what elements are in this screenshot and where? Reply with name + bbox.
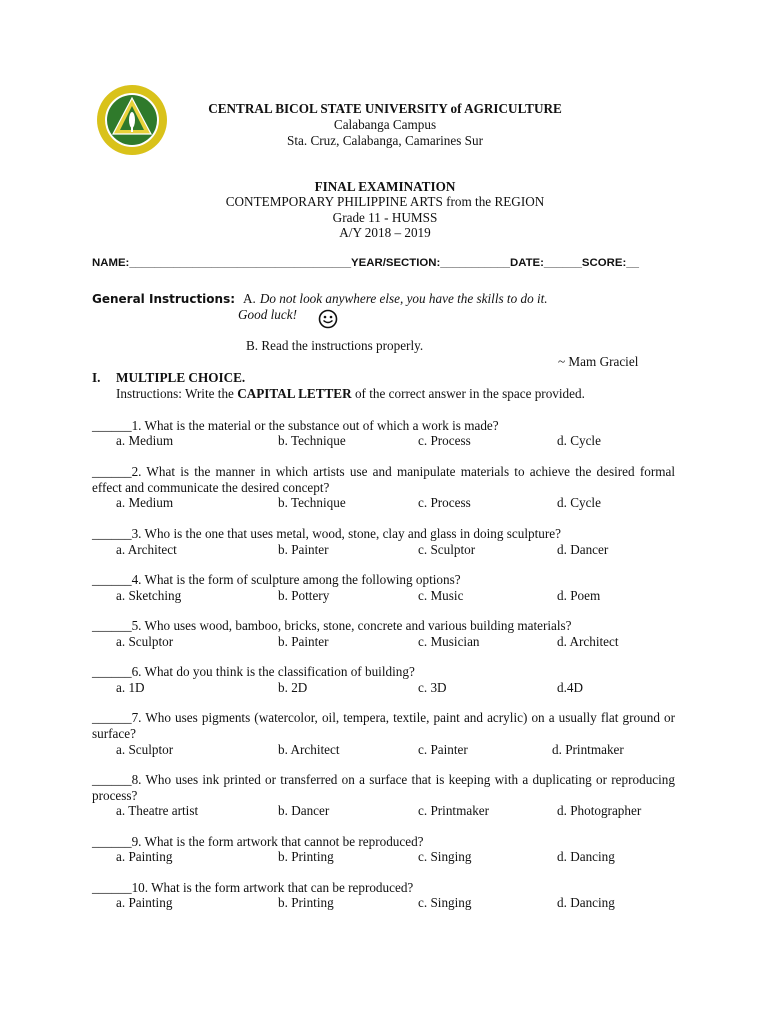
question-6-option-d: d.4D [557, 680, 584, 695]
question-9-option-b: b. Printing [278, 849, 334, 864]
question-1-option-a: a. Medium [116, 433, 174, 448]
question-7-option-a: a. Sculptor [116, 742, 174, 757]
question-6-option-a: a. 1D [116, 680, 145, 695]
instruction-a-text: Do not look anywhere else, you have the skills to do it. [259, 291, 548, 306]
question-8-option-c: c. Printmaker [418, 803, 490, 818]
question-8-option-b: b. Dancer [278, 803, 330, 818]
question-2-text: ______2. What is the manner in which artists use and manipulate materials to achieve the desired formal effect and communicate the desired concept? [92, 464, 675, 495]
teacher-signature: ~ Mam Graciel [558, 354, 639, 369]
question-9-option-d: d. Dancing [557, 849, 615, 864]
question-4-option-a: a. Sketching [116, 588, 182, 603]
question-3-option-c: c. Sculptor [418, 542, 476, 557]
instruction-a-text-2: Good luck! [238, 307, 297, 322]
general-instructions [92, 290, 548, 308]
question-4-option-c: c. Music [418, 588, 464, 603]
question-5-option-b: b. Painter [278, 634, 329, 649]
university-name: CENTRAL BICOL STATE UNIVERSITY of AGRICULTURE [208, 101, 562, 116]
question-10-text: ______10. What is the form artwork that can be reproduced? [92, 880, 414, 895]
question-9-text: ______9. What is the form artwork that cannot be reproduced? [92, 834, 424, 849]
instruction-a-prefix: A. [243, 291, 256, 306]
question-2-option-b: b. Technique [278, 495, 346, 510]
campus-address: Sta. Cruz, Calabanga, Camarines Sur [287, 133, 483, 148]
general-instructions-label: General Instructions: [92, 292, 236, 306]
exam-subject: CONTEMPORARY PHILIPPINE ARTS from the REGION [225, 194, 545, 209]
question-1-text: ______1. What is the material or the substance out of which a work is made? [92, 418, 499, 433]
section-instructions: Instructions: Write the CAPITAL LETTER of the correct answer in the space provided. [116, 386, 585, 401]
question-7-text: ______7. Who uses pigments (watercolor, oil, tempera, textile, paint and acrylic) on a usually flat ground or surface? [92, 710, 675, 741]
question-9-option-a: a. Painting [116, 849, 173, 864]
question-10-option-c: c. Singing [418, 895, 472, 910]
question-8-option-a: a. Theatre artist [116, 803, 199, 818]
exam-year: A/Y 2018 – 2019 [339, 225, 431, 240]
question-1-option-b: b. Technique [278, 433, 346, 448]
question-6-text: ______6. What do you think is the classification of building? [92, 664, 415, 679]
section-title: MULTIPLE CHOICE. [116, 370, 246, 385]
question-4-option-d: d. Poem [557, 588, 601, 603]
exam-title: FINAL EXAMINATION [314, 179, 456, 194]
question-2-option-c: c. Process [418, 495, 471, 510]
instruction-b: B. Read the instructions properly. [246, 338, 424, 353]
student-info-line: NAME:___________________________________YEAR/SECTION:___________DATE:______SCORE:__ [92, 257, 639, 269]
university-seal-logo [96, 84, 168, 156]
question-10-option-a: a. Painting [116, 895, 173, 910]
question-4-option-b: b. Pottery [278, 588, 330, 603]
question-7-option-b: b. Architect [278, 742, 340, 757]
question-8-text: ______8. Who uses ink printed or transferred on a surface that is keeping with a duplicating or reproducing process? [92, 772, 675, 803]
question-3-text: ______3. Who is the one that uses metal, wood, stone, clay and glass in doing sculpture? [92, 526, 561, 541]
question-6-option-c: c. 3D [418, 680, 447, 695]
question-1-option-c: c. Process [418, 433, 471, 448]
question-10-option-b: b. Printing [278, 895, 334, 910]
question-5-text: ______5. Who uses wood, bamboo, bricks, stone, concrete and various building materials? [92, 618, 572, 633]
smiley-icon [318, 309, 338, 329]
exam-grade: Grade 11 - HUMSS [332, 210, 438, 225]
question-7-option-d: d. Printmaker [552, 742, 624, 757]
question-7-option-c: c. Painter [418, 742, 468, 757]
question-9-option-c: c. Singing [418, 849, 472, 864]
question-10-option-d: d. Dancing [557, 895, 615, 910]
question-5-option-c: c. Musician [418, 634, 480, 649]
campus-name: Calabanga Campus [333, 117, 437, 132]
question-8-option-d: d. Photographer [557, 803, 642, 818]
question-4-text: ______4. What is the form of sculpture among the following options? [92, 572, 461, 587]
question-5-option-a: a. Sculptor [116, 634, 174, 649]
question-6-option-b: b. 2D [278, 680, 308, 695]
question-3-option-a: a. Architect [116, 542, 177, 557]
question-2-option-a: a. Medium [116, 495, 174, 510]
question-3-option-d: d. Dancer [557, 542, 609, 557]
question-2-option-d: d. Cycle [557, 495, 601, 510]
question-5-option-d: d. Architect [557, 634, 619, 649]
question-3-option-b: b. Painter [278, 542, 329, 557]
question-1-option-d: d. Cycle [557, 433, 601, 448]
section-number: I. [92, 370, 101, 385]
